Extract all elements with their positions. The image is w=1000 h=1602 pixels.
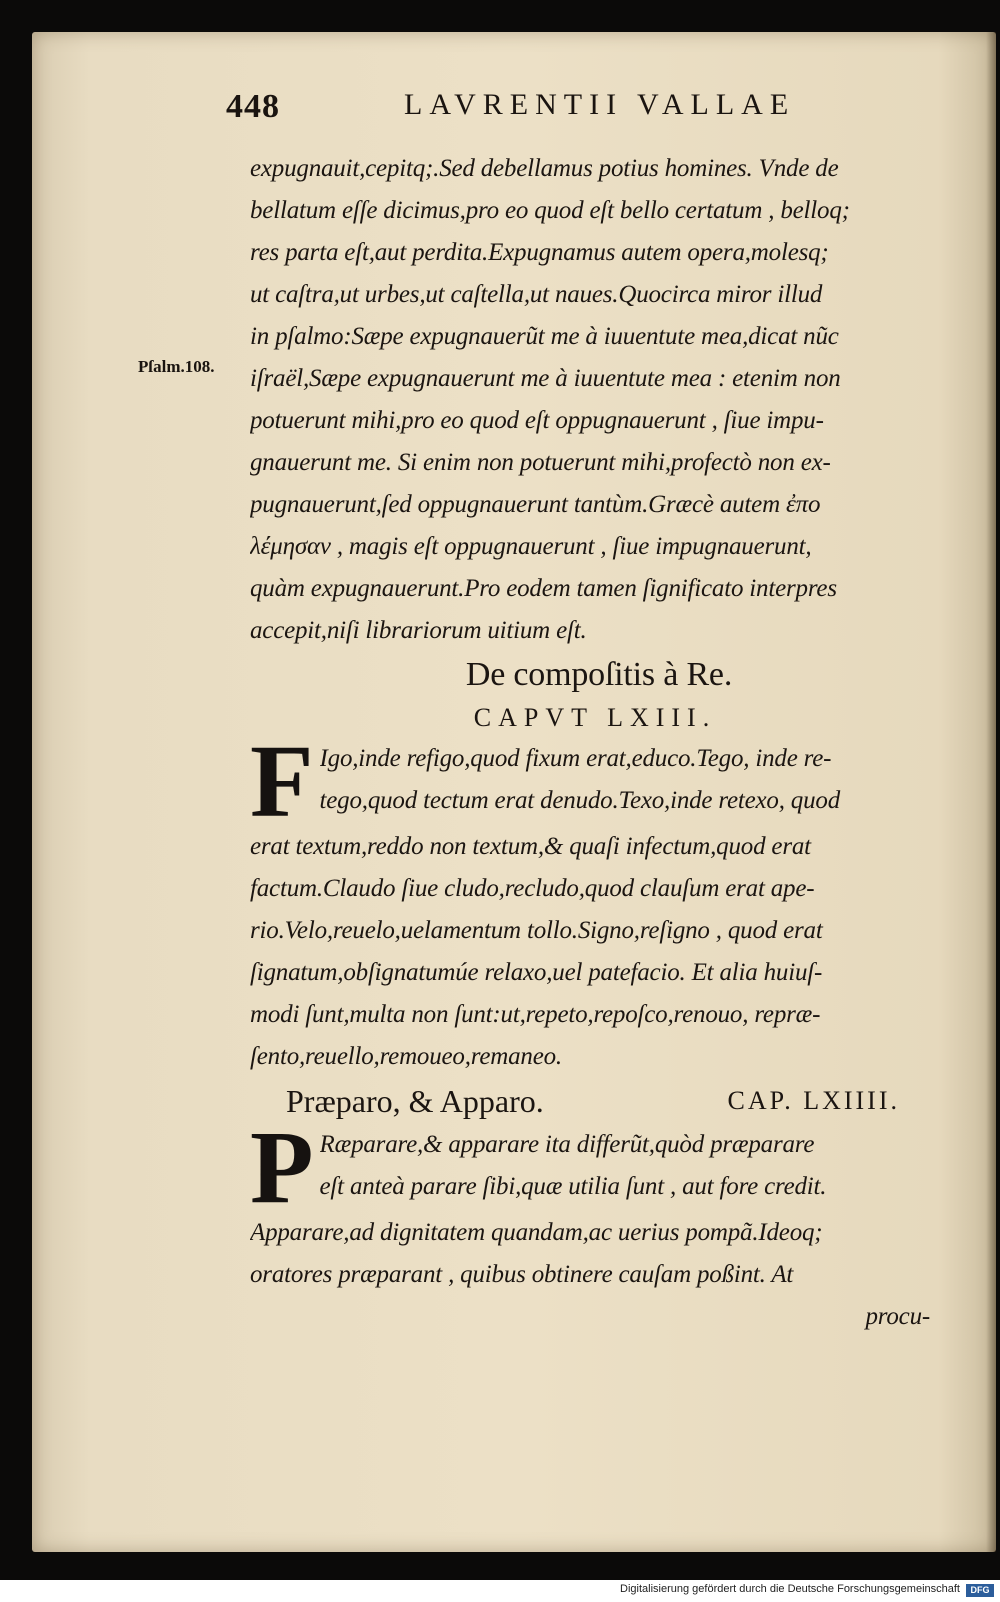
text-line: gnauerunt me. Si enim non potuerunt mihi,profectò non ex- <box>250 449 831 476</box>
running-title: LAVRENTII VALLAE <box>404 88 796 121</box>
text-line: bellatum eſſe dicimus,pro eo quod eſt bello certatum , belloq; <box>250 197 850 224</box>
chapter-64-caput: CAP. LXIIII. <box>727 1086 900 1115</box>
text-line: iſraël,Sæpe expugnauerunt me à iuuentute mea : etenim non <box>250 365 841 392</box>
text-line: quàm expugnauerunt.Pro eodem tamen ſignificato interpres <box>250 575 837 602</box>
text-line: ut caſtra,ut urbes,ut caſtella,ut naues.Quocirca miror illud <box>250 281 823 308</box>
text-line: expugnauit,cepitq;.Sed debellamus potius homines. Vnde de <box>250 155 839 182</box>
digitization-footer <box>0 1580 1000 1602</box>
text-line: in pſalmo:Sæpe expugnauerũt me à iuuentute mea,dicat nũc <box>250 323 839 350</box>
text-line: factum.Claudo ſiue cludo,recludo,quod clauſum erat ape- <box>250 875 815 902</box>
drop-capital: P <box>250 1110 314 1225</box>
text-line: Apparare,ad dignitatem quandam,ac uerius pompã.Ideoq; <box>250 1219 823 1246</box>
dfg-logo-icon: DFG <box>966 1584 994 1597</box>
text-line: res parta eſt,aut perdita.Expugnamus autem opera,molesq; <box>250 239 829 266</box>
text-line: erat textum,reddo non textum,& quaſi infectum,quod erat <box>250 833 811 860</box>
margin-note: Pſalm.108. <box>138 357 215 376</box>
text-line: Ræparare,& apparare ita differũt,quòd præparare <box>319 1131 815 1158</box>
running-head <box>226 88 926 136</box>
text-block <box>250 148 940 1338</box>
funding-credit: Digitalisierung gefördert durch die Deutsche Forschungsgemeinschaft <box>620 1583 960 1595</box>
text-line: tego,quod tectum erat denudo.Texo,inde retexo, quod <box>319 787 841 814</box>
text-line: ſento,reuello,remoueo,remaneo. <box>250 1043 562 1070</box>
text-line: potuerunt mihi,pro eo quod eſt oppugnauerunt , ſiue impu- <box>250 407 824 434</box>
page-number: 448 <box>226 88 280 125</box>
text-line: eſt anteà parare ſibi,quæ utilia ſunt , aut fore credit. <box>319 1173 827 1200</box>
chapter-64-body <box>250 1110 940 1338</box>
text-line: rio.Velo,reuelo,uelamentum tollo.Signo,reſigno , quod erat <box>250 917 823 944</box>
text-line: pugnauerunt,ſed oppugnauerunt tantùm.Græcè autem ἐπο <box>250 491 821 518</box>
text-line: oratores præparant , quibus obtinere cauſam poßint. At <box>250 1261 794 1288</box>
text-line: accepit,niſi librariorum uitium eſt. <box>250 617 587 644</box>
paragraph-1 <box>250 148 940 652</box>
chapter-63-caput: CAPVT LXIII. <box>473 703 717 732</box>
chapter-63-title: De compoſitis à Re. <box>465 656 733 693</box>
drop-capital: F <box>250 724 314 839</box>
text-line: ſignatum,obſignatumúe relaxo,uel patefacio. Et alia huiuſ- <box>250 959 823 986</box>
chapter-64-heading <box>250 1078 940 1124</box>
text-line: Igo,inde refigo,quod fixum erat,educo.Tego, inde re- <box>319 745 832 772</box>
text-line: λέμησαν , magis eſt oppugnauerunt , ſiue impugnauerunt, <box>250 533 812 560</box>
catchword: procu- <box>865 1303 930 1330</box>
text-line: modi ſunt,multa non ſunt:ut,repeto,repoſco,renouo, repræ- <box>250 1001 821 1028</box>
chapter-64-title: Præparo, & Apparo. <box>286 1083 544 1119</box>
chapter-63-body <box>250 724 940 1078</box>
